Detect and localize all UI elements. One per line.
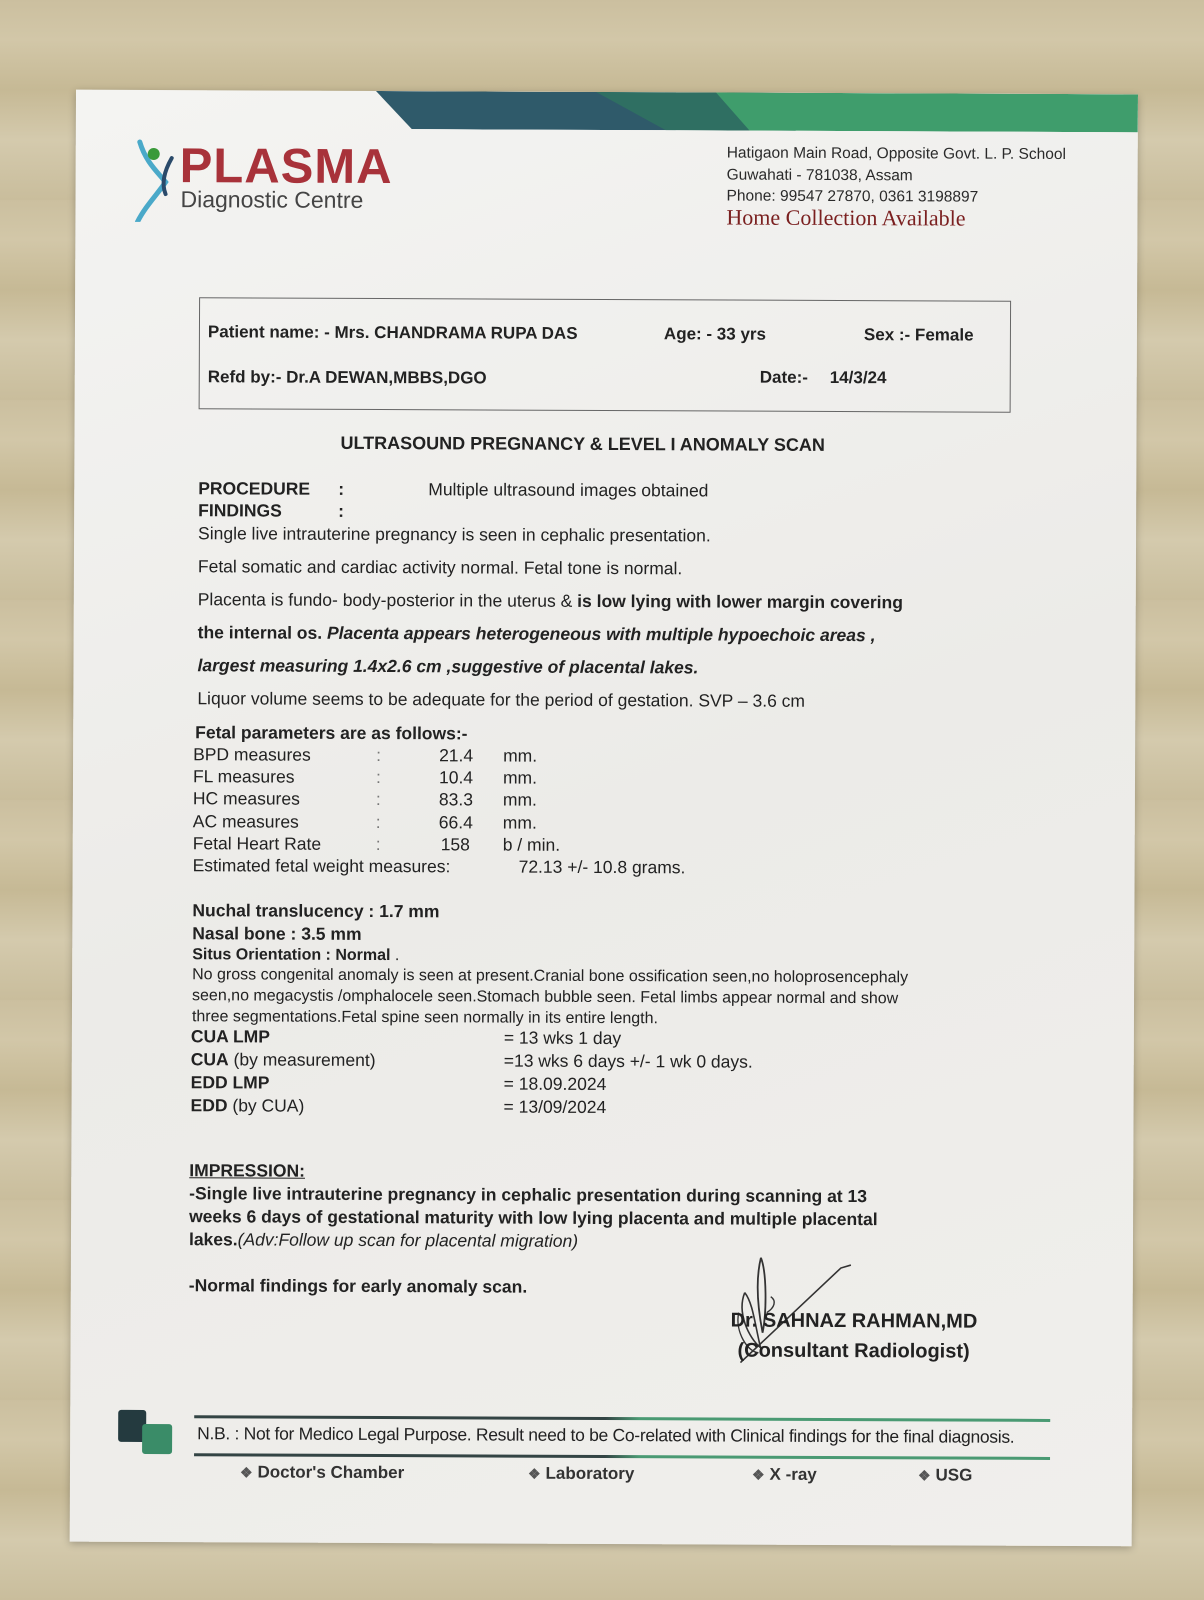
date-label-bold: EDD bbox=[190, 1095, 228, 1116]
date-value: = 18.09.2024 bbox=[503, 1073, 607, 1095]
signatory-name: Dr. SAHNAZ RAHMAN,MD bbox=[730, 1309, 978, 1333]
efw-label: Estimated fetal weight measures: bbox=[192, 855, 451, 877]
param-unit: mm. bbox=[502, 789, 537, 811]
address-line-1: Hatigaon Main Road, Opposite Govt. L. P. School bbox=[726, 144, 1066, 164]
placenta-heterogeneous: Placenta appears heterogeneous with multiple hypoechoic areas , bbox=[326, 622, 876, 646]
service-usg bbox=[918, 1465, 972, 1485]
date-value: = 13/09/2024 bbox=[503, 1096, 607, 1118]
param-label: Fetal Heart Rate bbox=[192, 832, 322, 854]
date-label-bold: CUA LMP bbox=[190, 1026, 270, 1047]
date-label bbox=[191, 1072, 270, 1093]
report-date-label: Date:- bbox=[759, 367, 808, 387]
param-colon: : bbox=[375, 833, 381, 854]
anomaly-line: three segmentations.Fetal spine seen normally in its entire length. bbox=[191, 1008, 659, 1028]
phone-line: Phone: 99547 27870, 0361 3198897 bbox=[726, 187, 979, 206]
footer-square-green bbox=[142, 1424, 172, 1454]
finding-line bbox=[198, 589, 903, 613]
address-line-2: Guwahati - 781038, Assam bbox=[726, 166, 913, 184]
nasal-bone: Nasal bone : 3.5 mm bbox=[192, 923, 362, 944]
date-label-bold: EDD LMP bbox=[190, 1072, 270, 1093]
param-label: AC measures bbox=[192, 810, 299, 832]
bullet-icon: ❖ bbox=[751, 1466, 765, 1483]
efw-value: 72.13 +/- 10.8 grams. bbox=[518, 856, 686, 878]
referred-by: Refd by:- Dr.A DEWAN,MBBS,DGO bbox=[207, 367, 487, 388]
param-label: HC measures bbox=[192, 788, 300, 810]
bullet-icon: ❖ bbox=[239, 1464, 253, 1481]
date-value: = 13 wks 1 day bbox=[503, 1027, 622, 1049]
service-label: USG bbox=[935, 1465, 973, 1485]
date-label-bold: CUA bbox=[190, 1049, 229, 1070]
param-value: 83.3 bbox=[438, 789, 474, 810]
param-value: 158 bbox=[440, 834, 470, 855]
home-collection: Home Collection Available bbox=[726, 204, 966, 231]
procedure-value: Multiple ultrasound images obtained bbox=[428, 479, 709, 501]
finding-line: Single live intrauterine pregnancy is seen in cephalic presentation. bbox=[198, 523, 711, 546]
service-xray bbox=[752, 1465, 817, 1485]
situs-dot: . bbox=[390, 947, 400, 965]
service-label: Doctor's Chamber bbox=[257, 1462, 405, 1483]
impression-line: -Single live intrauterine pregnancy in cephalic presentation during scanning at 13 bbox=[189, 1183, 868, 1207]
footer-disclaimer: N.B. : Not for Medico Legal Purpose. Result need to be Co-related with Clinical findings for the final diagnosis. bbox=[197, 1423, 1015, 1447]
address-block bbox=[726, 143, 1065, 209]
footer-rule-top bbox=[194, 1415, 1050, 1422]
param-label: FL measures bbox=[192, 766, 295, 787]
liquor-volume: Liquor volume seems to be adequate for the period of gestation. SVP – 3.6 cm bbox=[197, 688, 806, 711]
impression-line: -Normal findings for early anomaly scan. bbox=[188, 1275, 528, 1297]
date-label-normal: (by CUA) bbox=[227, 1095, 305, 1116]
date-label bbox=[191, 1049, 376, 1071]
service-label: X -ray bbox=[769, 1464, 817, 1484]
impression-lakes: lakes. bbox=[188, 1229, 238, 1250]
impression-line: weeks 6 days of gestational maturity with low lying placenta and multiple placental bbox=[189, 1206, 878, 1230]
findings-label: FINDINGS bbox=[198, 500, 282, 521]
footer-rule-bottom bbox=[194, 1453, 1050, 1460]
date-value: =13 wks 6 days +/- 1 wk 0 days. bbox=[503, 1050, 753, 1072]
param-unit: mm. bbox=[503, 745, 538, 766]
fetal-params-heading: Fetal parameters are as follows:- bbox=[195, 722, 468, 744]
brand-name: PLASMA bbox=[179, 139, 393, 195]
param-label: BPD measures bbox=[193, 744, 311, 765]
findings-colon: : bbox=[338, 500, 345, 521]
param-colon: : bbox=[375, 789, 381, 810]
service-doctors-chamber bbox=[240, 1462, 404, 1483]
patient-info-box bbox=[199, 297, 1011, 413]
patient-age: Age: - 33 yrs bbox=[663, 324, 767, 344]
placenta-location: Placenta is fundo- body-posterior in the uterus & bbox=[197, 589, 578, 611]
header-band-green bbox=[716, 92, 1138, 132]
bullet-icon: ❖ bbox=[527, 1465, 541, 1482]
internal-os: the internal os. bbox=[197, 622, 328, 643]
param-colon: : bbox=[376, 744, 382, 766]
bullet-icon: ❖ bbox=[917, 1467, 931, 1484]
service-label: Laboratory bbox=[545, 1463, 635, 1484]
placenta-low-lying: is low lying with lower margin covering bbox=[577, 590, 903, 613]
patient-name: Patient name: - Mrs. CHANDRAMA RUPA DAS bbox=[207, 322, 578, 343]
situs-orientation bbox=[192, 946, 399, 965]
placental-lakes: largest measuring 1.4x2.6 cm ,suggestive of placental lakes. bbox=[197, 655, 699, 678]
date-label-normal: (by measurement) bbox=[228, 1049, 376, 1070]
date-label bbox=[191, 1095, 305, 1116]
anomaly-line: No gross congenital anomaly is seen at present.Cranial bone ossification seen,no holoprosencephaly bbox=[192, 966, 909, 987]
param-value: 10.4 bbox=[438, 767, 474, 788]
date-label bbox=[191, 1026, 270, 1047]
nuchal-translucency: Nuchal translucency : 1.7 mm bbox=[192, 900, 440, 922]
impression-advice: (Adv:Follow up scan for placental migration) bbox=[237, 1229, 579, 1251]
situs-label: Situs Orientation : Normal bbox=[192, 946, 391, 965]
param-unit: mm. bbox=[502, 812, 537, 833]
procedure-colon: : bbox=[338, 478, 345, 499]
signatory-title: (Consultant Radiologist) bbox=[737, 1339, 970, 1363]
impression-heading: IMPRESSION: bbox=[189, 1160, 306, 1181]
finding-line: Fetal somatic and cardiac activity normal. Fetal tone is normal. bbox=[197, 556, 683, 579]
report-date: 14/3/24 bbox=[829, 367, 887, 388]
param-value: 21.4 bbox=[439, 745, 474, 766]
param-colon: : bbox=[375, 767, 381, 788]
param-unit: mm. bbox=[502, 767, 538, 788]
report-paper bbox=[70, 90, 1138, 1547]
service-laboratory bbox=[528, 1464, 634, 1484]
anomaly-line: seen,no megacystis /omphalocele seen.Stomach bubble seen. Fetal limbs appear normal and show bbox=[192, 987, 899, 1008]
brand-subtitle: Diagnostic Centre bbox=[180, 186, 364, 213]
procedure-label: PROCEDURE bbox=[198, 478, 311, 499]
param-value: 66.4 bbox=[438, 811, 473, 833]
finding-line bbox=[198, 622, 876, 646]
patient-sex: Sex :- Female bbox=[863, 325, 974, 345]
param-unit: b / min. bbox=[502, 834, 561, 855]
report-title: ULTRASOUND PREGNANCY & LEVEL I ANOMALY SCAN bbox=[340, 432, 825, 455]
param-colon: : bbox=[375, 811, 381, 832]
impression-line bbox=[189, 1229, 578, 1252]
